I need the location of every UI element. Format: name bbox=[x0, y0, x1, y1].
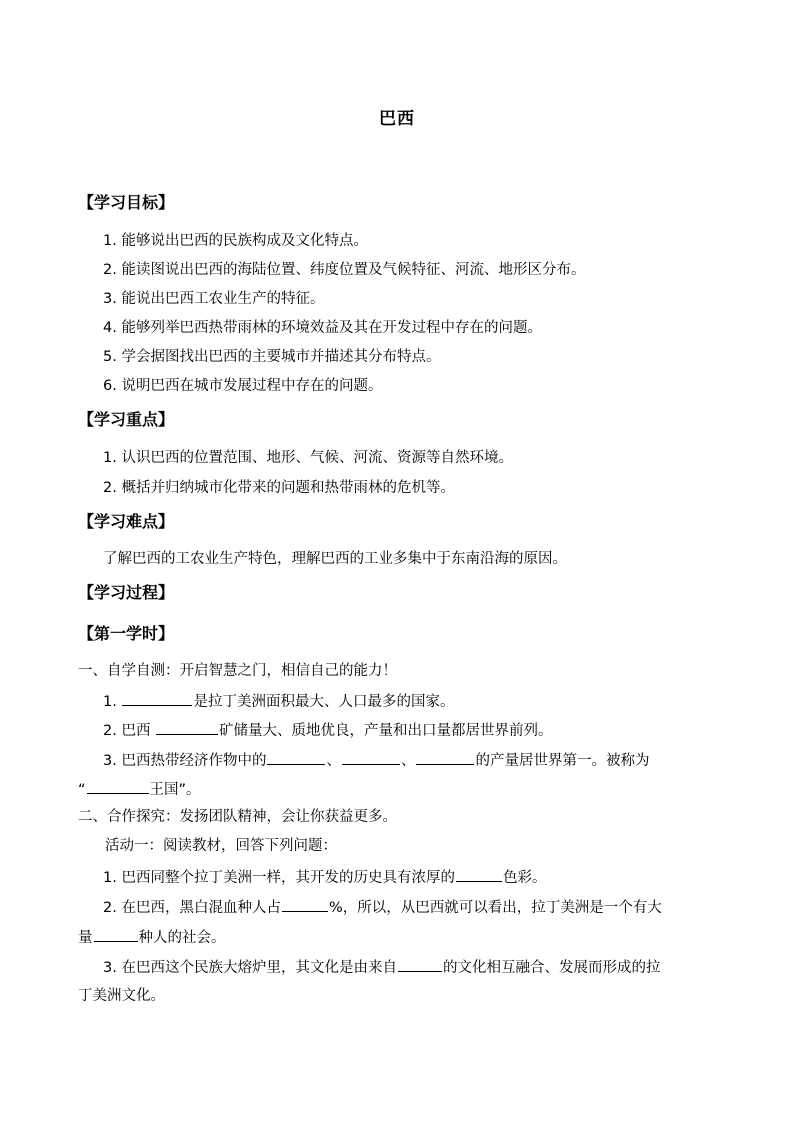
separator: 、 bbox=[326, 753, 341, 769]
part2-heading: 二、合作探究：发扬团队精神，会让你获益更多。 bbox=[78, 809, 397, 825]
activity-heading: 活动一：阅读教材，回答下列问题： bbox=[105, 838, 337, 854]
section-heading-key: 【学习重点】 bbox=[78, 410, 175, 429]
key-point-item: 1. 认识巴西的位置范围、地形、气候、河流、资源等自然环境。 bbox=[103, 450, 513, 466]
section-heading-process: 【学习过程】 bbox=[78, 583, 175, 602]
answer-blank[interactable] bbox=[416, 749, 474, 765]
question-text: 是拉丁美洲面积最大、人口最多的国家。 bbox=[193, 694, 455, 710]
question-text: 3. 巴西热带经济作物中的 bbox=[103, 753, 267, 769]
question-text: 王国”。 bbox=[149, 782, 201, 798]
part1-question-2 bbox=[103, 719, 553, 741]
answer-blank[interactable] bbox=[398, 956, 442, 972]
section-heading-first-lesson: 【第一学时】 bbox=[78, 624, 175, 643]
question-text: 2. 巴西 bbox=[103, 723, 151, 739]
question-text: 矿储量大、质地优良，产量和出口量都居世界前列。 bbox=[219, 723, 553, 739]
part2-question-1 bbox=[103, 866, 546, 888]
part1-question-3-continued bbox=[78, 778, 201, 800]
answer-blank[interactable] bbox=[156, 719, 218, 735]
goal-item: 3. 能说出巴西工农业生产的特征。 bbox=[103, 291, 325, 307]
question-text: 的文化相互融合、发展而形成的拉 bbox=[442, 960, 661, 976]
question-text: 2. 在巴西，黑白混血种人占 bbox=[103, 900, 281, 916]
part1-heading: 一、自学自测：开启智慧之门，相信自己的能力！ bbox=[78, 663, 397, 679]
part2-question-2-continued bbox=[78, 926, 226, 948]
key-point-item: 2. 概括并归纳城市化带来的问题和热带雨林的危机等。 bbox=[103, 480, 455, 496]
goal-item: 6. 说明巴西在城市发展过程中存在的问题。 bbox=[103, 378, 383, 394]
goal-item: 5. 学会据图找出巴西的主要城市并描述其分布特点。 bbox=[103, 349, 441, 365]
difficult-text: 了解巴西的工农业生产特色，理解巴西的工业多集中于东南沿海的原因。 bbox=[103, 551, 567, 567]
goal-item: 1. 能够说出巴西的民族构成及文化特点。 bbox=[103, 233, 368, 249]
question-text: 1. 巴西同整个拉丁美洲一样，其开发的历史具有浓厚的 bbox=[103, 870, 455, 886]
question-text: %，所以，从巴西就可以看出，拉丁美洲是一个有大 bbox=[328, 900, 662, 916]
answer-blank[interactable] bbox=[282, 896, 328, 912]
section-heading-difficult: 【学习难点】 bbox=[78, 512, 175, 531]
answer-blank[interactable] bbox=[267, 749, 325, 765]
part1-question-1 bbox=[103, 690, 454, 712]
question-text: 3. 在巴西这个民族大熔炉里，其文化是由来自 bbox=[103, 960, 397, 976]
goal-item: 4. 能够列举巴西热带雨林的环境效益及其在开发过程中存在的问题。 bbox=[103, 320, 542, 336]
goal-item: 2. 能读图说出巴西的海陆位置、纬度位置及气候特征、河流、地形区分布。 bbox=[103, 262, 586, 278]
answer-blank[interactable] bbox=[342, 749, 400, 765]
separator: 、 bbox=[400, 753, 416, 769]
part2-question-3-continued: 丁美洲文化。 bbox=[78, 988, 165, 1004]
answer-blank[interactable] bbox=[94, 926, 138, 942]
section-heading-goals: 【学习目标】 bbox=[78, 193, 175, 212]
question-text: 量 bbox=[78, 930, 93, 946]
page-title: 巴西 bbox=[379, 109, 415, 129]
question-number: 1. bbox=[103, 694, 117, 710]
answer-blank[interactable] bbox=[122, 690, 192, 706]
answer-blank[interactable] bbox=[456, 866, 502, 882]
answer-blank[interactable] bbox=[87, 778, 149, 794]
part2-question-2 bbox=[103, 896, 662, 918]
question-text: 种人的社会。 bbox=[138, 930, 226, 946]
quote-open: “ bbox=[78, 782, 86, 798]
question-text: 色彩。 bbox=[502, 870, 547, 886]
part1-question-3 bbox=[103, 749, 649, 771]
part2-question-3 bbox=[103, 956, 660, 978]
question-text: 的产量居世界第一。被称为 bbox=[475, 753, 650, 769]
